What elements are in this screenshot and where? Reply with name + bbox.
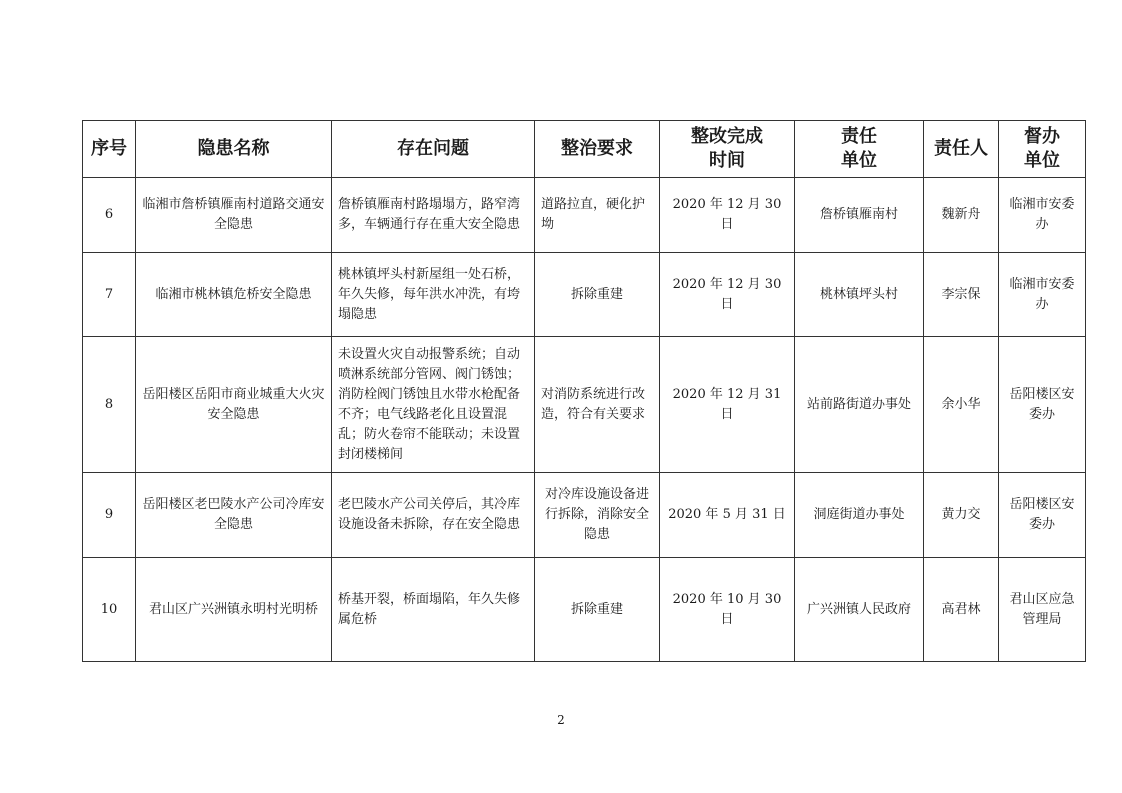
header-requirement: 整治要求 — [535, 121, 660, 178]
cell-seq: 10 — [83, 558, 136, 662]
cell-unit: 洞庭街道办事处 — [795, 473, 924, 558]
cell-requirement: 对消防系统进行改造，符合有关要求 — [535, 337, 660, 473]
table-row — [83, 558, 1086, 662]
header-deadline-line2: 时间 — [709, 150, 745, 171]
cell-name: 岳阳楼区老巴陵水产公司冷库安全隐患 — [136, 473, 332, 558]
cell-person: 余小华 — [924, 337, 999, 473]
cell-issue: 詹桥镇雁南村路塌塌方，路窄湾多，车辆通行存在重大安全隐患 — [332, 178, 535, 253]
cell-seq: 9 — [83, 473, 136, 558]
header-supervisor-line2: 单位 — [1024, 150, 1060, 171]
cell-person: 黄力交 — [924, 473, 999, 558]
cell-unit: 詹桥镇雁南村 — [795, 178, 924, 253]
cell-requirement: 对冷库设施设备进行拆除，消除安全隐患 — [535, 473, 660, 558]
header-unit-line2: 单位 — [841, 150, 877, 171]
table-row — [83, 253, 1086, 337]
cell-seq: 6 — [83, 178, 136, 253]
cell-unit: 广兴洲镇人民政府 — [795, 558, 924, 662]
header-deadline — [660, 121, 795, 178]
cell-deadline: 2020 年 10 月 30 日 — [660, 558, 795, 662]
header-unit-line1: 责任 — [841, 126, 877, 147]
cell-supervisor: 临湘市安委办 — [999, 253, 1086, 337]
cell-seq: 8 — [83, 337, 136, 473]
cell-supervisor: 岳阳楼区安委办 — [999, 337, 1086, 473]
hazard-table — [82, 120, 1086, 662]
cell-seq: 7 — [83, 253, 136, 337]
cell-requirement: 道路拉直，硬化护坳 — [535, 178, 660, 253]
cell-requirement: 拆除重建 — [535, 558, 660, 662]
cell-unit: 站前路街道办事处 — [795, 337, 924, 473]
header-name: 隐患名称 — [136, 121, 332, 178]
header-deadline-line1: 整改完成 — [691, 126, 763, 147]
header-supervisor-line1: 督办 — [1024, 126, 1060, 147]
cell-name: 君山区广兴洲镇永明村光明桥 — [136, 558, 332, 662]
cell-issue: 桥基开裂，桥面塌陷，年久失修属危桥 — [332, 558, 535, 662]
cell-person: 高君林 — [924, 558, 999, 662]
header-supervisor — [999, 121, 1086, 178]
table-header-row — [83, 121, 1086, 178]
cell-issue: 桃林镇坪头村新屋组一处石桥，年久失修，每年洪水冲洗，有垮塌隐患 — [332, 253, 535, 337]
cell-deadline: 2020 年 12 月 30 日 — [660, 253, 795, 337]
table-row — [83, 473, 1086, 558]
cell-name: 临湘市桃林镇危桥安全隐患 — [136, 253, 332, 337]
cell-supervisor: 岳阳楼区安委办 — [999, 473, 1086, 558]
cell-issue: 老巴陵水产公司关停后，其冷库设施设备未拆除，存在安全隐患 — [332, 473, 535, 558]
cell-requirement: 拆除重建 — [535, 253, 660, 337]
header-person: 责任人 — [924, 121, 999, 178]
header-issue: 存在问题 — [332, 121, 535, 178]
cell-supervisor: 君山区应急管理局 — [999, 558, 1086, 662]
cell-deadline: 2020 年 12 月 30 日 — [660, 178, 795, 253]
cell-supervisor: 临湘市安委办 — [999, 178, 1086, 253]
cell-person: 魏新舟 — [924, 178, 999, 253]
page-number: 2 — [557, 713, 565, 727]
table-row — [83, 178, 1086, 253]
cell-issue: 未设置火灾自动报警系统；自动喷淋系统部分管网、阀门锈蚀；消防栓阀门锈蚀且水带水枪配备不齐；电气线路老化且设置混乱；防火卷帘不能联动；未设置封闭楼梯间 — [332, 337, 535, 473]
cell-deadline: 2020 年 5 月 31 日 — [660, 473, 795, 558]
cell-person: 李宗保 — [924, 253, 999, 337]
header-seq: 序号 — [83, 121, 136, 178]
table-row — [83, 337, 1086, 473]
cell-name: 岳阳楼区岳阳市商业城重大火灾安全隐患 — [136, 337, 332, 473]
header-unit — [795, 121, 924, 178]
cell-deadline: 2020 年 12 月 31 日 — [660, 337, 795, 473]
cell-unit: 桃林镇坪头村 — [795, 253, 924, 337]
cell-name: 临湘市詹桥镇雁南村道路交通安全隐患 — [136, 178, 332, 253]
